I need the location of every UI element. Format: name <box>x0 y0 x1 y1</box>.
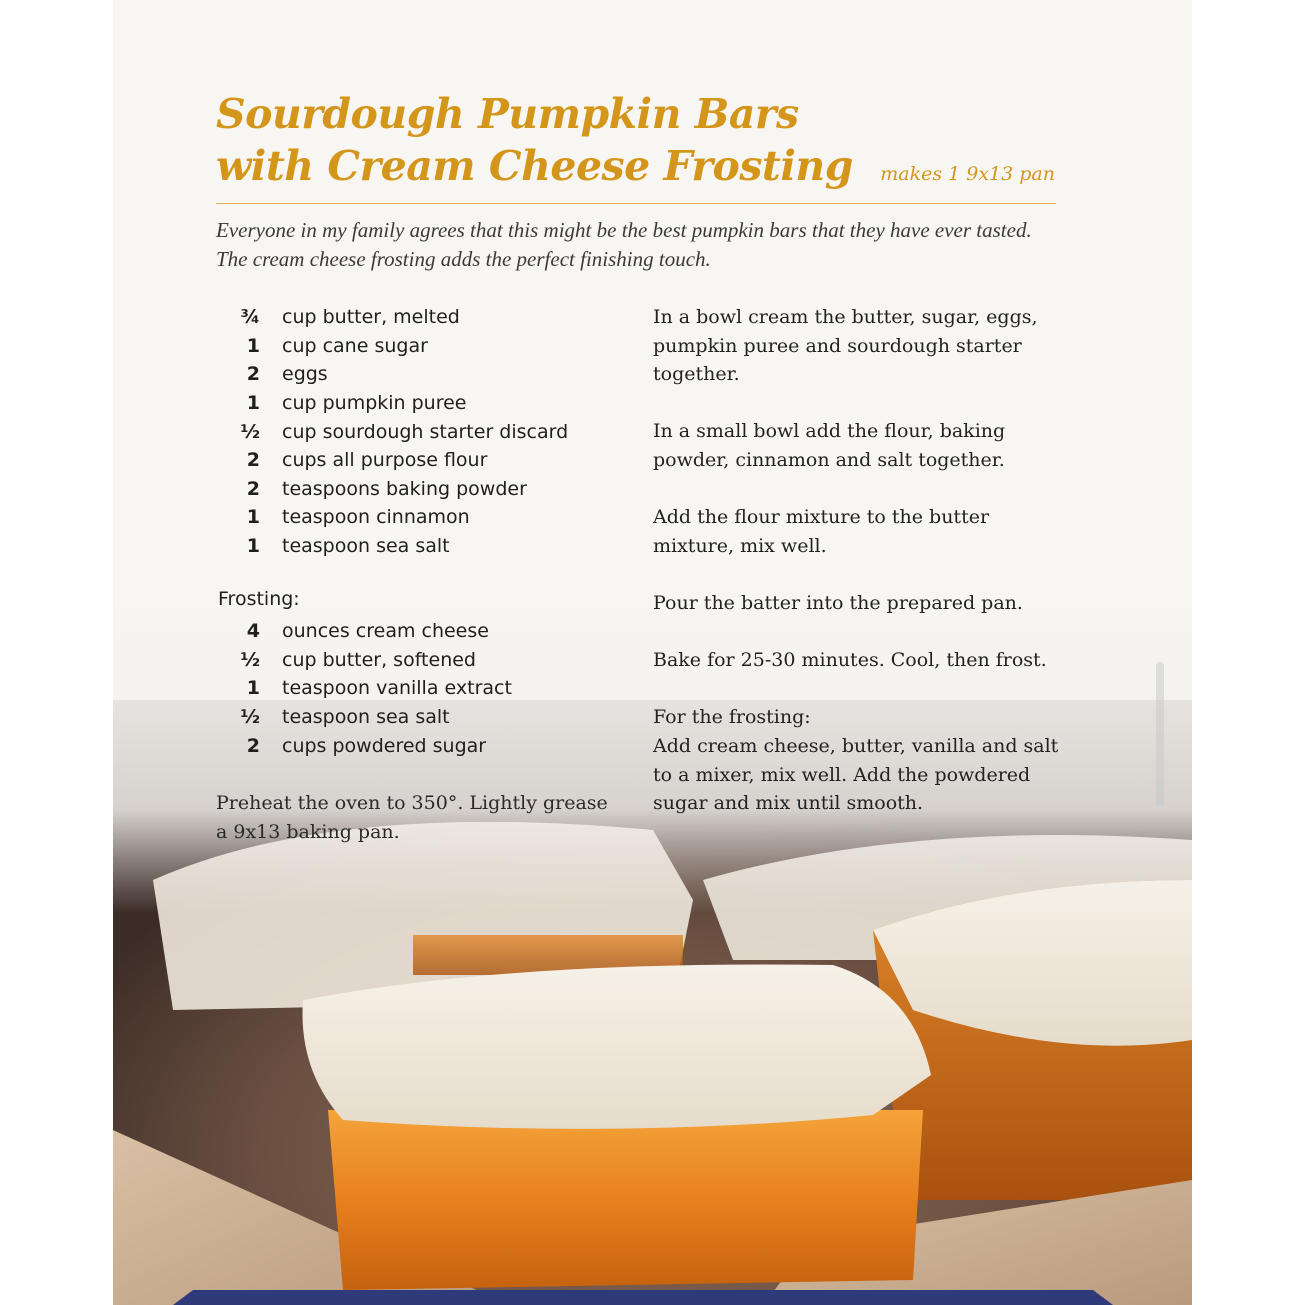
ingredient-qty: ½ <box>240 706 260 729</box>
ingredient-qty: 1 <box>246 677 260 700</box>
ingredient-item: cups all purpose flour <box>282 449 488 472</box>
ingredient-qty: 4 <box>246 620 260 643</box>
ingredient-item: teaspoon cinnamon <box>282 506 470 529</box>
ingredient-qty: 1 <box>246 535 260 558</box>
ingredient-item: cup butter, melted <box>282 306 460 329</box>
ingredient-item: cup cane sugar <box>282 334 428 357</box>
recipe-yield: makes 1 9x13 pan <box>880 163 1055 185</box>
ingredient-row <box>216 417 636 446</box>
ingredient-item: teaspoon vanilla extract <box>282 677 512 700</box>
ingredient-qty: ½ <box>240 648 260 671</box>
ingredient-row <box>216 303 636 332</box>
ingredient-qty: 2 <box>246 363 260 386</box>
ingredient-item: ounces cream cheese <box>282 620 489 643</box>
ingredient-list <box>216 303 636 560</box>
ingredient-row <box>216 332 636 361</box>
instruction-steps <box>653 303 1063 846</box>
ingredient-item: cups powdered sugar <box>282 734 487 757</box>
ingredient-qty: 2 <box>246 734 260 757</box>
instruction-step: Add cream cheese, butter, vanilla and salt to a mixer, mix well. Add the powdered sugar and mix until smooth. <box>653 734 1059 815</box>
instruction-step: In a bowl cream the butter, sugar, eggs, pumpkin puree and sourdough starter together. <box>653 306 1038 386</box>
ingredient-qty: ¾ <box>240 306 260 329</box>
ingredient-row <box>216 617 636 646</box>
instruction-step: Bake for 25-30 minutes. Cool, then frost. <box>653 649 1047 672</box>
ingredient-row <box>216 503 636 532</box>
scrollbar[interactable] <box>1156 662 1164 807</box>
recipe-title-line-2: with Cream Cheese Frosting <box>216 142 853 190</box>
ingredient-row <box>216 446 636 475</box>
ingredient-item: teaspoon sea salt <box>282 535 450 558</box>
ingredient-row <box>216 674 636 703</box>
frosting-step-heading: For the frosting: <box>653 706 811 729</box>
ingredient-row <box>216 646 636 675</box>
ingredient-item: cup sourdough starter discard <box>282 420 569 443</box>
instruction-step: Pour the batter into the prepared pan. <box>653 591 1023 614</box>
recipe-title <box>216 88 916 192</box>
ingredient-qty: 1 <box>246 334 260 357</box>
preheat-instruction: Preheat the oven to 350°. Lightly grease a 9x13 baking pan. <box>216 792 608 843</box>
recipe-page <box>113 0 1192 1305</box>
ingredient-item: teaspoon sea salt <box>282 706 450 729</box>
frosting-ingredient-list <box>216 617 636 760</box>
ingredient-row <box>216 360 636 389</box>
ingredient-qty: 2 <box>246 477 260 500</box>
ingredient-qty: 2 <box>246 449 260 472</box>
recipe-intro: Everyone in my family agrees that this might be the best pumpkin bars that they have ever tasted. The cream cheese frosting adds the perfect finishing touch. <box>216 218 1032 271</box>
ingredient-qty: 1 <box>246 392 260 415</box>
recipe-title-line-1: Sourdough Pumpkin Bars <box>216 90 799 138</box>
ingredient-item: cup pumpkin puree <box>282 392 467 415</box>
title-divider <box>216 203 1056 204</box>
instruction-step: Add the flour mixture to the butter mixture, mix well. <box>653 506 990 557</box>
ingredient-item: cup butter, softened <box>282 648 476 671</box>
ingredient-row <box>216 389 636 418</box>
ingredient-qty: 1 <box>246 506 260 529</box>
ingredient-row <box>216 731 636 760</box>
instruction-step: In a small bowl add the flour, baking powder, cinnamon and salt together. <box>653 420 1006 471</box>
ingredient-item: eggs <box>282 363 328 386</box>
ingredient-row <box>216 703 636 732</box>
ingredient-item: teaspoons baking powder <box>282 477 527 500</box>
ingredient-row <box>216 475 636 504</box>
frosting-heading: Frosting: <box>218 588 300 610</box>
ingredient-row <box>216 532 636 561</box>
ingredient-qty: ½ <box>240 420 260 443</box>
